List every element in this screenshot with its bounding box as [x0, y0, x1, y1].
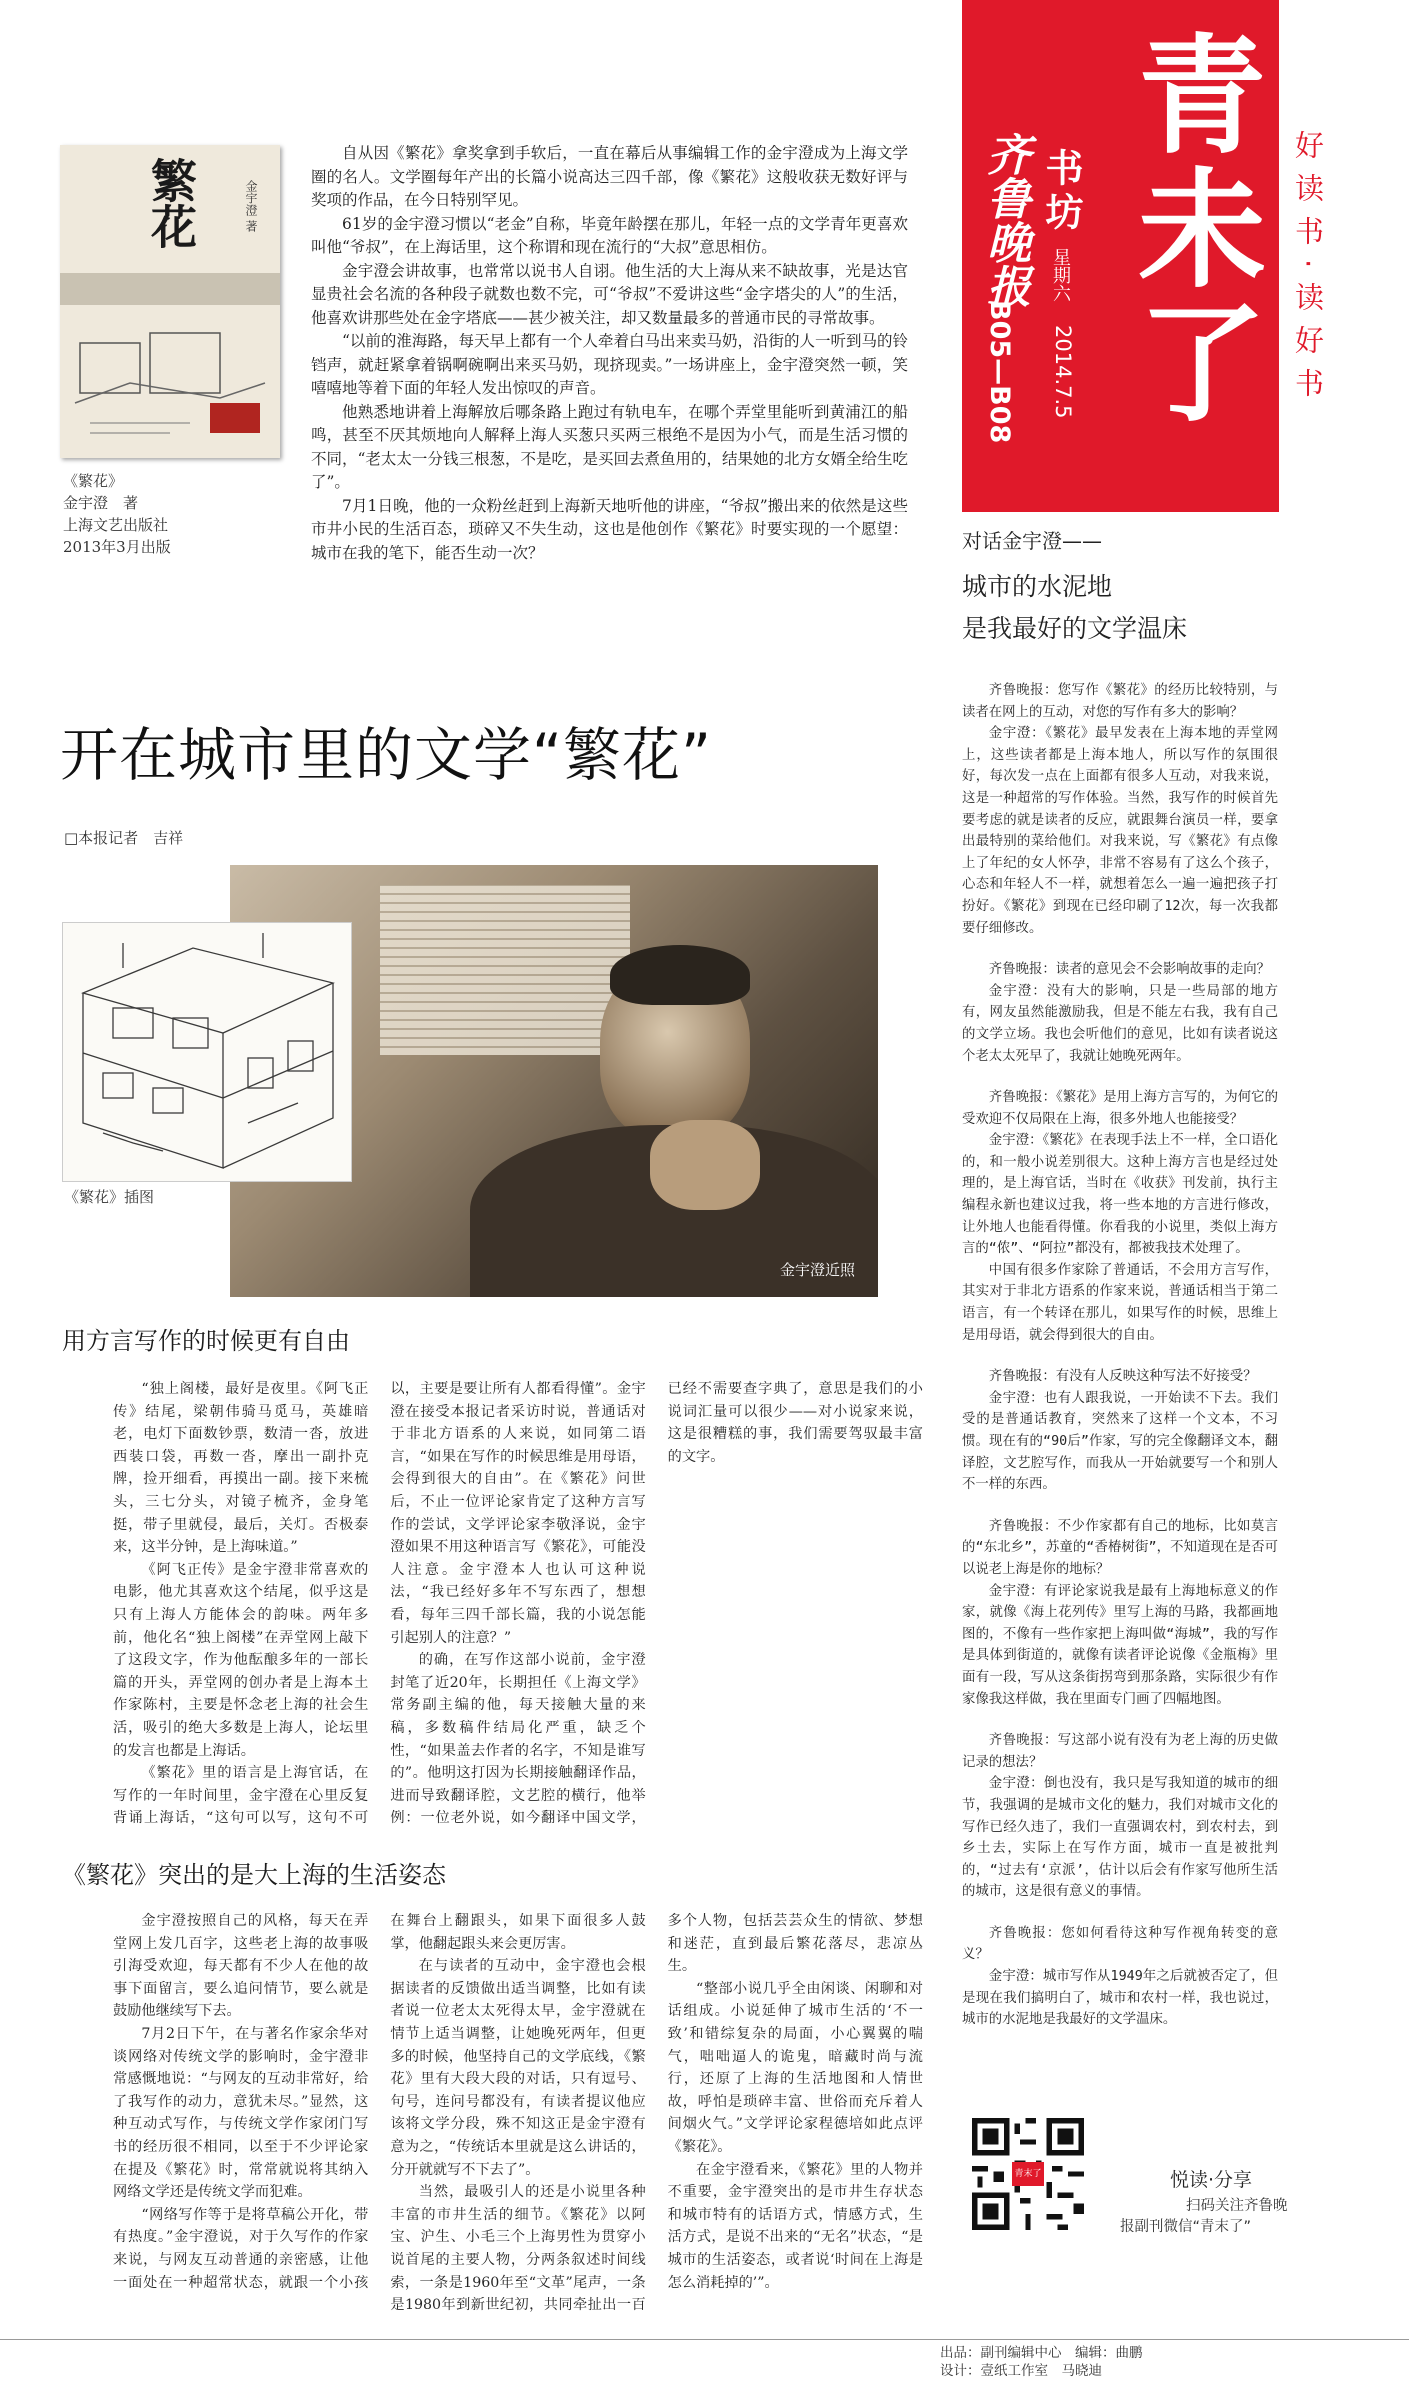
interview-answer-extra: 中国有很多作家除了普通话，不会用方言写作，其实对于非北方语系的作家来说，普通话相当于第二语言，有一个转译在那儿，如果写作的时候，思维上是用母语，就会得到很大的自由。	[962, 1262, 1278, 1343]
interview-question: 齐鲁晚报：您如何看待这种写作视角转变的意义？	[962, 1925, 1278, 1963]
book-cover-strip	[60, 273, 280, 305]
book-date: 2013年3月出版	[63, 538, 171, 556]
paper-logo: 齐鲁晚报	[979, 132, 1030, 308]
section2-paragraph: 当然，最吸引人的还是小说里各种丰富的市井生活的细节。《繁花》以阿宝、沪生、小毛三个上海男性为贯穿小说首尾的主要人物，分两条叙述时间线索，一条是1960年至“文革”尾声，一条是1980年到新世纪初，共同牵扯出一百多个人物，包括芸芸众生的情欲、梦想和迷茫，直到最后繁花落尽，悲凉丛生。	[390, 1913, 923, 2314]
section1-paragraph: 《繁花》里的语言是上海官话，在写作的一年时间里，金宇澄在心里反复背诵上海话，“这句可以写，这句不可以，主要是要让所有人都看得懂”。金宇澄在接受本报记者采访时说，普通话对于非北方语系的人来说，如同第二语言，“如果在写作的时候思维是用母语，会得到很大的自由”。在《繁花》问世后，不止一位评论家肯定了这种方言写作的尝试，文学评论家李敬泽说，金宇澄如果不用这种语言写《繁花》，可能没人注意。金宇澄本人也认可这种说法，“我已经好多年不写东西了，想想看，每年三四千部长篇，我的小说怎能引起别人的注意？”	[113, 1381, 646, 1827]
issue-date: 2014.7.5	[1051, 325, 1075, 419]
section1-text	[113, 1378, 923, 1844]
illustration-drawing	[63, 923, 351, 1181]
credits-line1: 出品：副刊编辑中心 编辑：曲鹏	[940, 2345, 1143, 2361]
qr-line2: 报副刊微信“青末了”	[1120, 2219, 1252, 2235]
section2-title: 《繁花》突出的是大上海的生活姿态	[62, 1861, 446, 1889]
qr-badge: 青末了	[1012, 2162, 1044, 2186]
headline: 开在城市里的文学“繁花”	[60, 721, 713, 789]
section1-paragraph: “独上阁楼，最好是夜里。《阿飞正传》结尾，梁朝伟骑马觅马，英雄暗老，电灯下面数钞票，数清一沓，放进西装口袋，再数一沓，摩出一副扑克牌，捡开细看，再摸出一副。接下来梳头，三七分头，对镜子梳齐，金身笔挺，带子里就侵，最后，关灯。否极泰来，这半分钟，是上海味道。”	[113, 1381, 369, 1556]
interview-question: 齐鲁晚报：读者的意见会不会影响故事的走向？	[988, 962, 1270, 978]
section2-paragraph: 金宇澄按照自己的风格，每天在弄堂网上发几百字，这些老上海的故事吸引海受欢迎，每天都有不少人在他的故事下面留言，要么追问情节，要么就是鼓励他继续写下去。	[113, 1913, 369, 2020]
interview-question: 齐鲁晚报：写这部小说有没有为老上海的历史做记录的想法？	[962, 1733, 1278, 1770]
intro-paragraph: 自从因《繁花》拿奖拿到手软后，一直在幕后从事编辑工作的金宇澄成为上海文学圈的名人。文学圈每年产出的长篇小说高达三四千部，像《繁花》这般收获无数好评与奖项的作品，在今日特别罕见。	[311, 144, 908, 209]
section2-paragraph: “网络写作等于是将草稿公开化，带有热度。”金宇澄说，对于久写作的作家来说，与网友互动普通的亲密感，让他一面处在一种超常状态，就跟一个小孩在舞台上翻跟头，如果下面很多人鼓掌，他翻起跟头来会更厉害。	[113, 1913, 646, 2291]
section2-paragraph: 在与读者的互动中，金宇澄也会根据读者的反馈做出适当调整，比如有读者说一位老太太死得太早，金宇澄就在情节上适当调整，让她晚死两年，但更多的时候，他坚持自己的文学底线，《繁花》里有大段大段的对话，只有逗号、句号，连问号都没有，有读者提议他应该将文学分段，殊不知这正是金宇澄有意为之，“传统话本里就是这么讲话的，分开就就写不下去了”。	[390, 1958, 646, 2178]
book-cover-art	[70, 313, 270, 453]
interview-title-line1: 城市的水泥地	[962, 572, 1113, 601]
qr-title: 悦读·分享	[1170, 2169, 1253, 2191]
photo-person-hand	[650, 1120, 760, 1210]
qr-line1: 扫码关注齐鲁晚	[1186, 2198, 1288, 2214]
intro-paragraph: “以前的淮海路，每天早上都有一个人牵着白马出来卖马奶，沿街的人一听到马的铃铛声，就赶紧拿着锅啊碗啊出来买马奶，现挤现卖。”一场讲座上，金宇澄突然一顿，笑嘻嘻地等着下面的年轻人发出惊叹的声音。	[311, 332, 908, 397]
interview-answer: 金宇澄：《繁花》最早发表在上海本地的弄堂网上，这些读者都是上海本地人，所以写作的氛围很好，每次发一点在上面都有很多人互动，对我来说，这是一种超常的写作体验。当然，我写作的时候首先要考虑的就是读者的反应，就跟舞台演员一样，要拿出最特别的菜给他们。对我来说，写《繁花》有点像上了年纪的女人怀孕，非常不容易有了这么个孩子，心态和年轻人不一样，就想着怎么一遍一遍把孩子打扮好。《繁花》到现在已经印刷了12次，每一次我都要仔细修改。	[962, 726, 1278, 936]
interview-question: 齐鲁晚报：《繁花》是用上海方言写的，为何它的受欢迎不仅局限在上海，很多外地人也能接受？	[962, 1090, 1278, 1127]
intro-paragraph: 金宇澄会讲故事，也常常以说书人自诩。他生活的大上海从来不缺故事，光是达官显贵社会名流的各种段子就数也数不完，可“爷叔”不爱讲这些“金字塔尖的人”的生活，他喜欢讲那些处在金字塔底——甚少被关注，却又数量最多的普通市民的寻常故事。	[311, 261, 908, 327]
interview-title-line2: 是我最好的文学温床	[962, 614, 1188, 643]
masthead-title: 青未了	[1116, 28, 1265, 430]
intro-paragraph: 61岁的金宇澄习惯以“老金”自称，毕竟年龄摆在那儿，年轻一点的文学青年更喜欢叫他“爷叔”，在上海话里，这个称谓和现在流行的“大叔”意思相仿。	[311, 214, 908, 256]
interview-answer: 金宇澄：倒也没有，我只是写我知道的城市的细节，我强调的是城市文化的魅力，我们对城市文化的写作已经久违了，我们一直强调农村，到农村去，到乡土去，实际上在写作方面，城市一直是被批判的，“过去有‘京派’，估计以后会有作家写他所生活的城市，这是很有意义的事情。	[962, 1776, 1278, 1900]
book-cover-title: 繁花	[144, 157, 198, 249]
book-info	[63, 470, 171, 558]
interview-body	[962, 680, 1278, 2090]
section1-paragraph: 的确，在写作这部小说前，金宇澄封笔了近20年，长期担任《上海文学》常务副主编的他，每天接触大量的来稿，多数稿件结局化严重，缺乏个性，“如果盖去作者的名字，不知是谁写的”。他明这打因为长期接触翻译作品，进而导致翻译腔，文艺腔的横行，他举例：一位老外说，如今翻译中国文学，已经不需要查字典了，意思是我们的小说词汇量可以很少——对小说家来说，这是很糟糕的事，我们需要驾驭最丰富的文字。	[390, 1381, 923, 1827]
book-publisher: 上海文艺出版社	[63, 516, 169, 534]
bottom-rule	[0, 2339, 1409, 2340]
photo-person-hair	[610, 945, 750, 1005]
book-cover-author: 金宇澄 著	[244, 180, 258, 232]
book-cover	[60, 145, 280, 458]
illustration-caption: 《繁花》插图	[64, 1188, 155, 1206]
interview-question: 齐鲁晚报：您写作《繁花》的经历比较特别，与读者在网上的互动，对您的写作有多大的影响？	[962, 683, 1278, 720]
photo-books-stack	[380, 885, 630, 1055]
book-title: 《繁花》	[63, 472, 124, 490]
interview-question: 齐鲁晚报：不少作家都有自己的地标，比如莫言的“东北乡”，苏童的“香椿树街”，不知道现在是否可以说老上海是你的地标？	[962, 1518, 1278, 1577]
interview-answer: 金宇澄：没有大的影响，只是一些局部的地方有，网友虽然能激励我，但是不能左右我，我有自己的文学立场。我也会听他们的意见，比如有读者说这个老太太死早了，我就让她晚死两年。	[962, 983, 1278, 1064]
section2-paragraph: 7月2日下午，在与著名作家余华对谈网络对传统文学的影响时，金宇澄非常感慨地说：“与网友的互动非常好，给了我写作的动力，意犹未尽。”显然，这种互动式写作，与传统文学作家闭门写书的经历很不相同，以至于不少评论家在提及《繁花》时，常常就说将其纳入网络文学还是传统文学而犯难。	[113, 2025, 369, 2201]
interview-question: 齐鲁晚报：有没有人反映这种写法不好接受？	[988, 1369, 1257, 1385]
interview-answer: 金宇澄：有评论家说我是最有上海地标意义的作家，就像《海上花列传》里写上海的马路，我都画地图的，不像有一些作家把上海叫做“海城”，我的写作是具体到街道的，就像有读者评论说像《金瓶梅》里面有一段，写从这条街拐弯到那条路，实际很少有作家像我这样做，我在里面专门画了四幅地图。	[962, 1583, 1278, 1707]
section1-paragraph: 《阿飞正传》是金宇澄非常喜欢的电影，他尤其喜欢这个结尾，似乎这是只有上海人方能体会的韵味。两年多前，他化名“独上阁楼”在弄堂网上敲下了这段文字，作为他酝酿多年的一部长篇的开头，弄堂网的创办者是上海本土作家陈村，主要是怀念老上海的社会生活，吸引的绝大多数是上海人，论坛里的发言也都是上海话。	[113, 1561, 369, 1759]
issue-pages: B05—B08	[984, 300, 1015, 444]
interview-kicker: 对话金宇澄——	[962, 529, 1102, 553]
slogan: 好读书·读好书	[1291, 130, 1325, 412]
book-author: 金宇澄 著	[63, 494, 139, 512]
section1-title: 用方言写作的时候更有自由	[62, 1327, 350, 1355]
intro-paragraph: 他熟悉地讲着上海解放后哪条路上跑过有轨电车，在哪个弄堂里能听到黄浦江的船鸣，甚至不厌其烦地向人解释上海人买葱只买两三根绝不是因为小气，而是生活习惯的不同，“老太太一分钱三根葱，不是吃，是买回去煮鱼用的，结果她的北方女婿全给生吃了”。	[311, 402, 908, 491]
section-name: 书坊	[1039, 148, 1083, 236]
qr-code[interactable]	[972, 2118, 1084, 2230]
credits-line2: 设计：壹纸工作室 马晓迪	[940, 2363, 1102, 2379]
interview-answer: 金宇澄：《繁花》在表现手法上不一样，全口语化的，和一般小说差别很大。这种上海方言也是经过处理的，是上海官话，当时在《收获》刊发前，执行主编程永新也建议过我，将一些本地的方言进行修改，让外地人也能看得懂。你看我的小说里，类似上海方言的“侬”、“阿拉”都没有，都被我技术处理了。	[962, 1133, 1278, 1257]
section2-text	[113, 1910, 923, 2336]
section2-paragraph: “整部小说几乎全由闲谈、闲聊和对话组成。小说延伸了城市生活的‘不一致’和错综复杂的局面，小心翼翼的喘气，咄咄逼人的诡鬼，暗藏时尚与流行，还原了上海的生活地图和人情世故，呼怕是琐碎丰富、世俗而充斥着人间烟火气。”文学评论家程德培如此点评《繁花》。	[667, 1980, 923, 2155]
byline: □本报记者 吉祥	[64, 829, 184, 847]
interview-answer: 金宇澄：城市写作从1949年之后就被否定了，但是现在我们搞明白了，城市和农村一样，我也说过，城市的水泥地是我最好的文学温床。	[962, 1969, 1278, 2028]
intro-paragraph: 7月1日晚，他的一众粉丝赶到上海新天地听他的讲座，“爷叔”搬出来的依然是这些市井小民的生活百态，琐碎又不失生动，这也是他创作《繁花》时要实现的一个愿望：城市在我的笔下，能否生动一次？	[311, 496, 908, 562]
issue-weekday: 星期六	[1050, 248, 1071, 302]
section2-paragraph: 在金宇澄看来，《繁花》里的人物并不重要，金宇澄突出的是市井生存状态和城市特有的话语方式，情感方式，生活方式，是说不出来的“无名”状态，“是城市的生活姿态，或者说‘时间在上海是怎么消耗掉的’”。	[667, 2161, 923, 2291]
interview-answer: 金宇澄：也有人跟我说，一开始读不下去。我们受的是普通话教育，突然来了这样一个文本，不习惯。现在有的“90后”作家，写的完全像翻译文本，翻译腔，文艺腔写作，而我从一开始就要写一个和别人不一样的东西。	[962, 1390, 1278, 1493]
intro	[311, 142, 908, 565]
portrait-caption: 金宇澄近照	[780, 1261, 856, 1279]
illustration	[62, 922, 352, 1182]
